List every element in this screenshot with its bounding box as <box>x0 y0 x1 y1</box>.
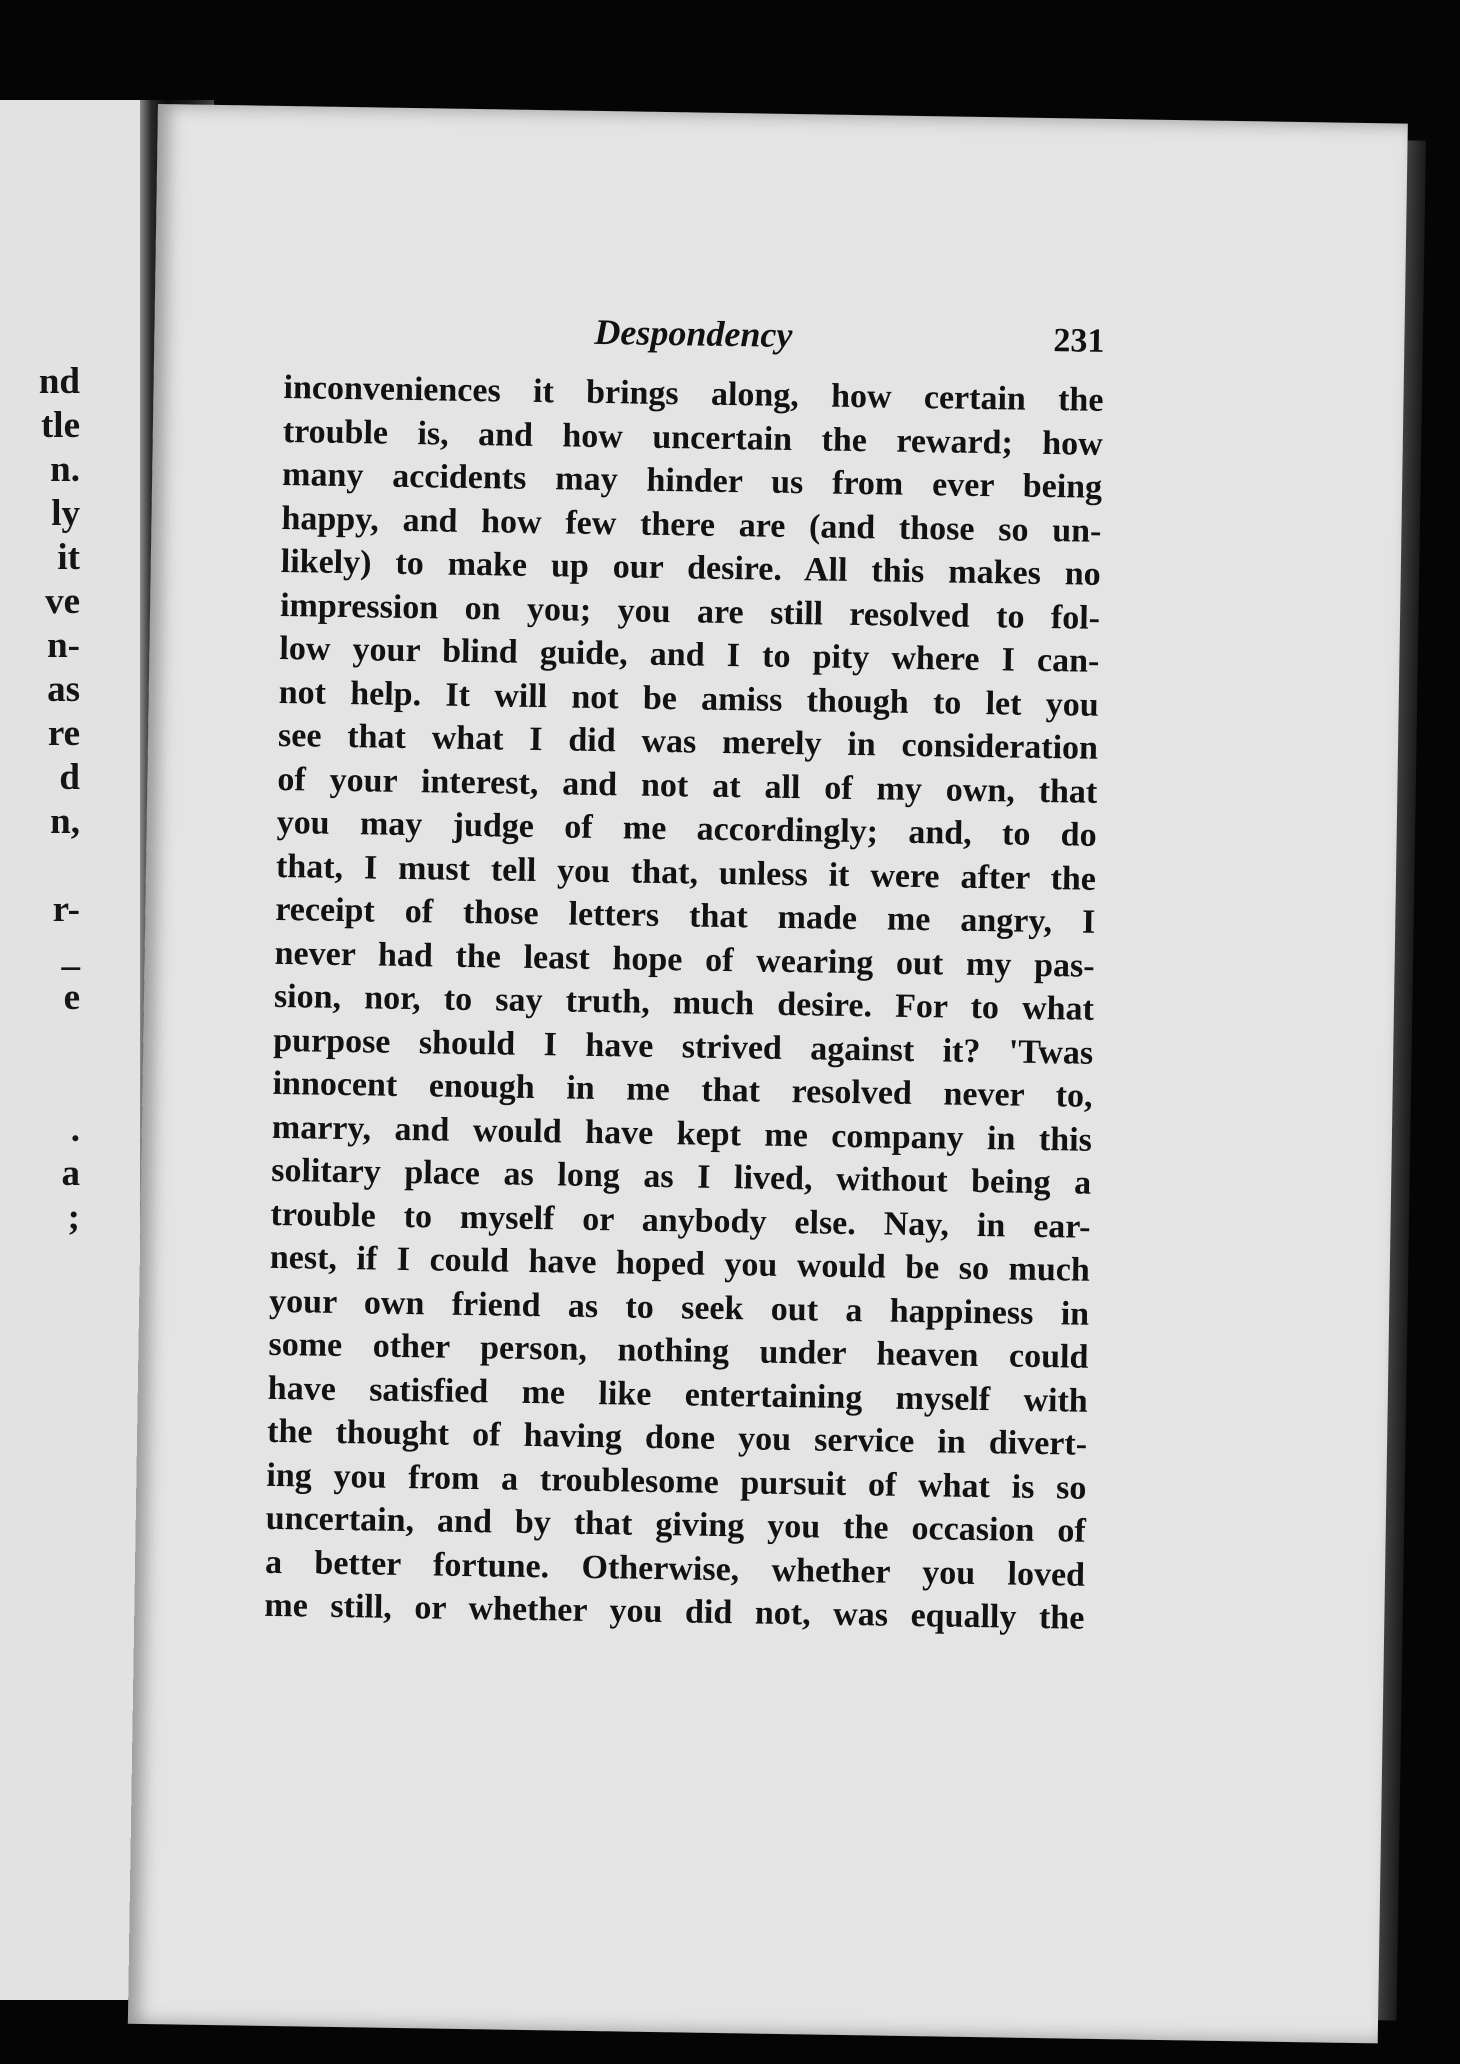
text-line: happy, and how few there are (and those so un- <box>281 499 1102 550</box>
text-line: inconveniences it brings along, how certain the <box>283 369 1104 419</box>
page-content <box>264 306 1105 1640</box>
left-fragment: n- <box>47 625 80 666</box>
text-line: impression on you; you are still resolved to fol- <box>279 586 1101 637</box>
text-line: receipt of those letters that made me angry, I <box>275 890 1096 941</box>
left-fragment: . <box>70 1109 80 1150</box>
text-line: a better fortune. Otherwise, whether you loved <box>264 1543 1086 1594</box>
left-fragment: nd <box>38 361 80 402</box>
body-text <box>264 366 1104 1640</box>
text-line: the thought of having done you service in divert- <box>266 1412 1088 1463</box>
text-line: low your blind guide, and I to pity where I can- <box>279 629 1100 680</box>
left-fragment: n. <box>50 449 80 490</box>
text-line: that, I must tell you that, unless it were after the <box>275 847 1097 898</box>
running-head <box>284 306 1105 379</box>
text-line: trouble is, and how uncertain the reward; how <box>282 412 1104 463</box>
left-fragment: d <box>59 757 80 798</box>
left-fragment: _ <box>61 933 80 974</box>
text-line: marry, and would have kept me company in this <box>271 1108 1093 1159</box>
left-fragment <box>0 1064 80 1108</box>
left-fragment: ly <box>51 493 80 534</box>
text-line: sion, nor, to say truth, much desire. For to what <box>273 977 1095 1028</box>
text-line: never had the least hope of wearing out my pas- <box>274 934 1095 985</box>
left-fragment <box>0 1020 80 1064</box>
left-fragment: re <box>47 713 80 754</box>
text-line: some other person, nothing under heaven could <box>268 1325 1089 1376</box>
text-line: not help. It will not be amiss though to let you <box>278 673 1099 724</box>
text-line: see that what I did was merely in consideration <box>277 716 1099 767</box>
left-fragment: ve <box>45 581 80 622</box>
text-line: uncertain, and by that giving you the occasion of <box>265 1499 1086 1550</box>
text-line: trouble to myself or anybody else. Nay, in ear- <box>270 1195 1091 1246</box>
left-fragment: it <box>57 537 80 578</box>
text-line: innocent enough in me that resolved never to, <box>272 1064 1093 1115</box>
left-page-text-fragments <box>0 360 80 1240</box>
left-fragment: ; <box>67 1197 80 1238</box>
text-line: solitary place as long as I lived, without being a <box>270 1151 1092 1202</box>
left-fragment: a <box>61 1153 80 1194</box>
left-fragment <box>0 844 80 888</box>
left-fragment: e <box>63 977 80 1018</box>
left-fragment: n, <box>50 801 80 842</box>
left-fragment: r- <box>52 889 80 930</box>
right-page <box>128 104 1408 2043</box>
text-line: purpose should I have strived against it? 'Twas <box>273 1021 1094 1072</box>
text-line: you may judge of me accordingly; and, to do <box>276 803 1097 854</box>
running-head-title: Despondency <box>594 311 793 355</box>
text-line: have satisfied me like entertaining myself with <box>267 1369 1089 1420</box>
text-line: your own friend as to seek out a happiness in <box>268 1282 1090 1333</box>
text-line: likely) to make up our desire. All this makes no <box>280 542 1102 593</box>
text-line: ing you from a troublesome pursuit of what is so <box>266 1456 1087 1507</box>
left-fragment: as <box>47 669 80 710</box>
text-line: nest, if I could have hoped you would be so much <box>269 1238 1091 1289</box>
text-line: of your interest, and not at all of my own, that <box>277 760 1098 811</box>
left-fragment: tle <box>40 405 80 446</box>
page-number: 231 <box>1053 322 1105 360</box>
text-line: many accidents may hinder us from ever being <box>281 455 1103 506</box>
text-line: me still, or whether you did not, was equally the <box>264 1586 1085 1637</box>
